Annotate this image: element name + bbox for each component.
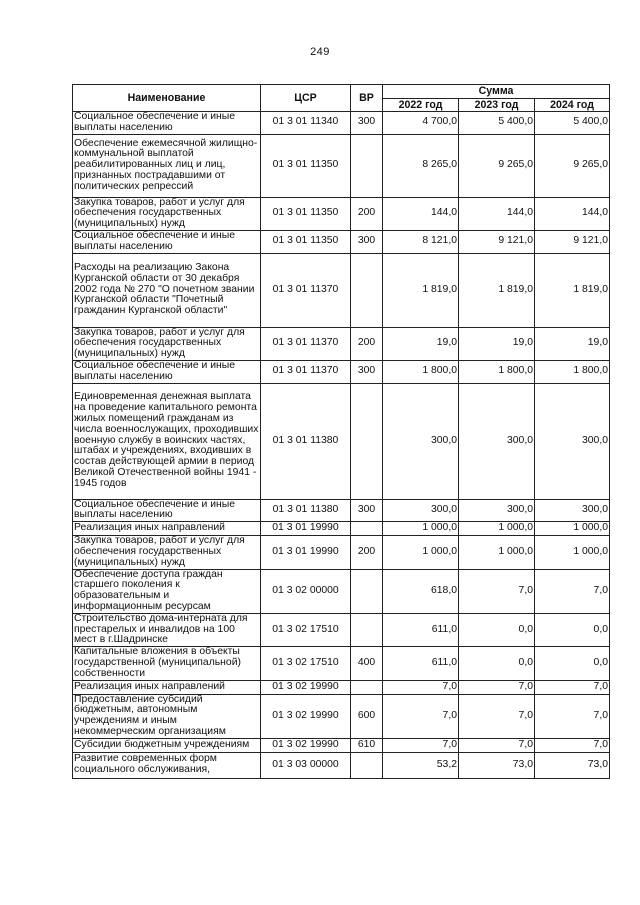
table-row — [73, 536, 610, 569]
table-row — [73, 499, 610, 522]
table-header — [73, 85, 610, 112]
table-body — [73, 112, 610, 779]
row-amount-2024: 300,0 — [535, 499, 610, 522]
row-name: Расходы на реализацию Закона Курганской области от 30 декабря 2002 года № 270 "О почетном звании Курганской области "Почетный гражданин Курганской области" — [73, 253, 261, 327]
row-vr — [351, 522, 383, 536]
header-year-2023: 2023 год — [459, 99, 535, 112]
row-name: Обеспечение ежемесячной жилищно-коммунальной выплатой реабилитированных лиц и лиц, признанных пострадавшими от политических репрессий — [73, 134, 261, 197]
row-amount-2024: 7,0 — [535, 738, 610, 752]
row-vr: 200 — [351, 327, 383, 360]
row-name: Реализация иных направлений — [73, 680, 261, 694]
row-amount-2022: 618,0 — [383, 569, 459, 613]
row-vr — [351, 680, 383, 694]
row-vr: 300 — [351, 360, 383, 383]
row-vr: 200 — [351, 536, 383, 569]
row-amount-2023: 5 400,0 — [459, 112, 535, 135]
row-vr: 200 — [351, 197, 383, 230]
header-vr: ВР — [351, 85, 383, 112]
row-amount-2023: 73,0 — [459, 752, 535, 778]
page-number: 249 — [310, 46, 330, 58]
row-amount-2024: 1 000,0 — [535, 522, 610, 536]
row-amount-2022: 7,0 — [383, 680, 459, 694]
row-name: Социальное обеспечение и иные выплаты населению — [73, 360, 261, 383]
row-csr: 01 3 02 19990 — [261, 694, 351, 738]
row-csr: 01 3 01 11380 — [261, 499, 351, 522]
table-row — [73, 522, 610, 536]
row-name: Предоставление субсидий бюджетным, автономным учреждениям и иным некоммерческим организациям — [73, 694, 261, 738]
row-amount-2022: 1 000,0 — [383, 522, 459, 536]
row-vr: 600 — [351, 694, 383, 738]
row-amount-2022: 4 700,0 — [383, 112, 459, 135]
row-amount-2023: 1 800,0 — [459, 360, 535, 383]
row-name: Обеспечение доступа граждан старшего поколения к образовательным и информационным ресурсам — [73, 569, 261, 613]
row-amount-2023: 0,0 — [459, 613, 535, 646]
table-row — [73, 230, 610, 253]
row-amount-2023: 19,0 — [459, 327, 535, 360]
row-amount-2022: 7,0 — [383, 694, 459, 738]
table-row — [73, 253, 610, 327]
row-amount-2023: 7,0 — [459, 680, 535, 694]
row-csr: 01 3 01 19990 — [261, 536, 351, 569]
table-row — [73, 197, 610, 230]
row-csr: 01 3 01 11380 — [261, 383, 351, 499]
row-amount-2022: 53,2 — [383, 752, 459, 778]
header-csr: ЦСР — [261, 85, 351, 112]
row-amount-2023: 1 819,0 — [459, 253, 535, 327]
row-csr: 01 3 01 11370 — [261, 327, 351, 360]
row-amount-2022: 7,0 — [383, 738, 459, 752]
row-amount-2024: 7,0 — [535, 694, 610, 738]
row-amount-2024: 7,0 — [535, 680, 610, 694]
row-amount-2024: 300,0 — [535, 383, 610, 499]
row-name: Строительство дома-интерната для престарелых и инвалидов на 100 мест в г.Шадринске — [73, 613, 261, 646]
row-vr — [351, 253, 383, 327]
row-amount-2022: 611,0 — [383, 647, 459, 680]
row-vr: 300 — [351, 499, 383, 522]
row-amount-2022: 19,0 — [383, 327, 459, 360]
row-amount-2022: 1 800,0 — [383, 360, 459, 383]
row-amount-2024: 0,0 — [535, 647, 610, 680]
row-csr: 01 3 02 19990 — [261, 680, 351, 694]
row-csr: 01 3 02 17510 — [261, 613, 351, 646]
header-year-2024: 2024 год — [535, 99, 610, 112]
row-amount-2023: 7,0 — [459, 569, 535, 613]
row-name: Единовременная денежная выплата на проведение капитального ремонта жилых помещений гражданам из числа военнослужащих, проходивших военную службу в воинских частях, штабах и учреждениях, входивших в состав действующей армии в период Великой Отечественной войны 1941 - 1945 годов — [73, 383, 261, 499]
row-vr — [351, 752, 383, 778]
row-amount-2022: 300,0 — [383, 383, 459, 499]
table-row — [73, 383, 610, 499]
row-vr: 300 — [351, 230, 383, 253]
table-row — [73, 327, 610, 360]
row-name: Реализация иных направлений — [73, 522, 261, 536]
row-amount-2024: 1 000,0 — [535, 536, 610, 569]
row-csr: 01 3 01 11370 — [261, 360, 351, 383]
table-row — [73, 112, 610, 135]
header-sum: Сумма — [383, 85, 610, 99]
row-name: Закупка товаров, работ и услуг для обеспечения государственных (муниципальных) нужд — [73, 197, 261, 230]
row-name: Социальное обеспечение и иные выплаты населению — [73, 499, 261, 522]
row-amount-2023: 9 121,0 — [459, 230, 535, 253]
row-vr — [351, 134, 383, 197]
row-vr — [351, 613, 383, 646]
row-amount-2024: 9 265,0 — [535, 134, 610, 197]
row-amount-2023: 9 265,0 — [459, 134, 535, 197]
row-name: Субсидии бюджетным учреждениям — [73, 738, 261, 752]
row-amount-2024: 5 400,0 — [535, 112, 610, 135]
header-year-2022: 2022 год — [383, 99, 459, 112]
header-name: Наименование — [73, 85, 261, 112]
row-vr — [351, 383, 383, 499]
row-csr: 01 3 01 11350 — [261, 197, 351, 230]
row-vr: 400 — [351, 647, 383, 680]
row-amount-2023: 300,0 — [459, 499, 535, 522]
row-amount-2023: 7,0 — [459, 694, 535, 738]
row-amount-2024: 1 819,0 — [535, 253, 610, 327]
table-row — [73, 134, 610, 197]
row-name: Капитальные вложения в объекты государственной (муниципальной) собственности — [73, 647, 261, 680]
table-row — [73, 752, 610, 778]
row-csr: 01 3 01 11350 — [261, 230, 351, 253]
row-amount-2024: 9 121,0 — [535, 230, 610, 253]
row-csr: 01 3 02 17510 — [261, 647, 351, 680]
table-row — [73, 738, 610, 752]
row-name: Закупка товаров, работ и услуг для обеспечения государственных (муниципальных) нужд — [73, 327, 261, 360]
row-csr: 01 3 01 19990 — [261, 522, 351, 536]
row-amount-2023: 144,0 — [459, 197, 535, 230]
row-amount-2022: 144,0 — [383, 197, 459, 230]
table-row — [73, 647, 610, 680]
table-row — [73, 613, 610, 646]
table-row — [73, 360, 610, 383]
row-csr: 01 3 02 19990 — [261, 738, 351, 752]
row-amount-2024: 7,0 — [535, 569, 610, 613]
row-amount-2023: 1 000,0 — [459, 536, 535, 569]
row-csr: 01 3 01 11350 — [261, 134, 351, 197]
row-amount-2023: 7,0 — [459, 738, 535, 752]
row-amount-2024: 73,0 — [535, 752, 610, 778]
row-vr: 610 — [351, 738, 383, 752]
table-row — [73, 680, 610, 694]
row-csr: 01 3 01 11340 — [261, 112, 351, 135]
row-csr: 01 3 01 11370 — [261, 253, 351, 327]
table-row — [73, 569, 610, 613]
row-vr — [351, 569, 383, 613]
table-row — [73, 694, 610, 738]
row-amount-2024: 19,0 — [535, 327, 610, 360]
row-name: Социальное обеспечение и иные выплаты населению — [73, 112, 261, 135]
row-amount-2022: 8 265,0 — [383, 134, 459, 197]
row-name: Развитие современных форм социального обслуживания, — [73, 752, 261, 778]
row-amount-2024: 144,0 — [535, 197, 610, 230]
row-name: Закупка товаров, работ и услуг для обеспечения государственных (муниципальных) нужд — [73, 536, 261, 569]
row-amount-2022: 300,0 — [383, 499, 459, 522]
row-amount-2023: 1 000,0 — [459, 522, 535, 536]
row-csr: 01 3 03 00000 — [261, 752, 351, 778]
row-amount-2022: 611,0 — [383, 613, 459, 646]
row-name: Социальное обеспечение и иные выплаты населению — [73, 230, 261, 253]
budget-table — [72, 84, 610, 779]
row-amount-2024: 1 800,0 — [535, 360, 610, 383]
row-vr: 300 — [351, 112, 383, 135]
row-amount-2023: 0,0 — [459, 647, 535, 680]
row-amount-2022: 8 121,0 — [383, 230, 459, 253]
row-csr: 01 3 02 00000 — [261, 569, 351, 613]
row-amount-2022: 1 819,0 — [383, 253, 459, 327]
row-amount-2023: 300,0 — [459, 383, 535, 499]
row-amount-2024: 0,0 — [535, 613, 610, 646]
row-amount-2022: 1 000,0 — [383, 536, 459, 569]
